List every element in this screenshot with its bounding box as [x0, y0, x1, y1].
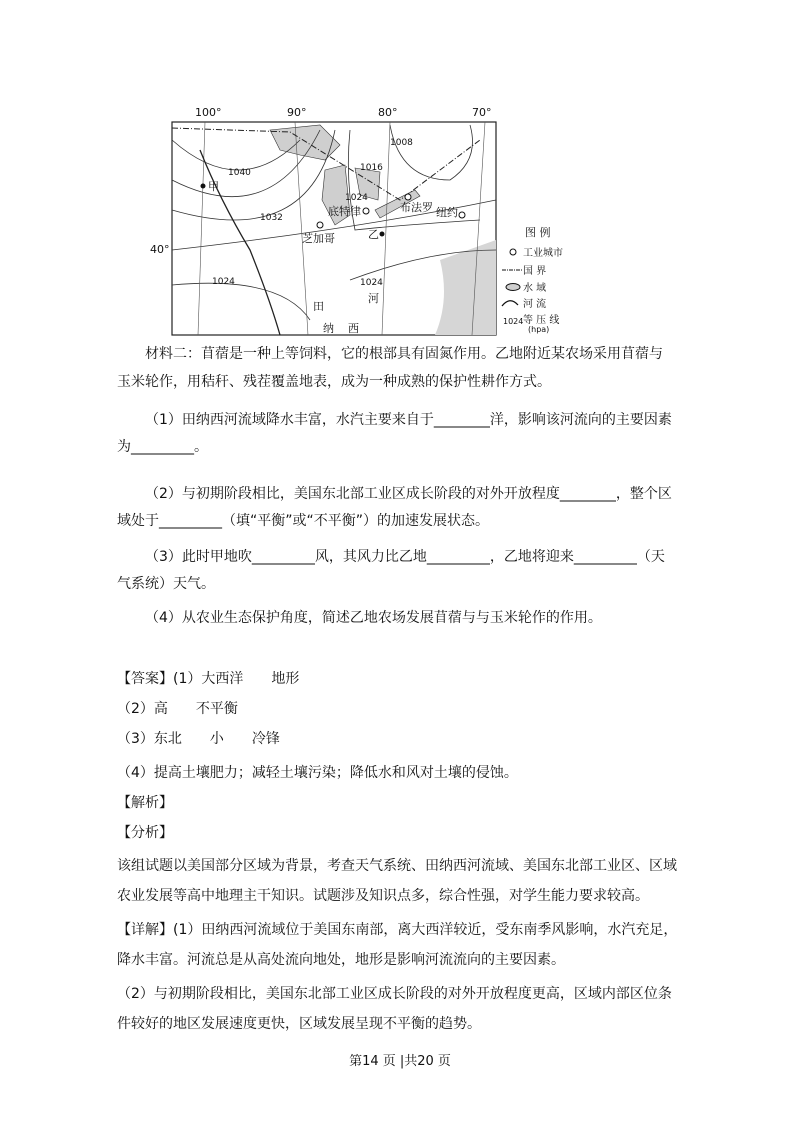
- question-3-cont: 气系统）天气。: [117, 576, 215, 592]
- answer-line: （4）提高土壤肥力；减轻土壤污染；降低水和风对土壤的侵蚀。: [117, 765, 518, 781]
- page-footer: 第14 页 |共20 页: [349, 1054, 451, 1069]
- svg-text:河 流: 河 流: [523, 299, 547, 310]
- svg-text:工业城市: 工业城市: [523, 248, 563, 259]
- svg-text:河: 河: [368, 292, 379, 305]
- detail-line: 降水丰富。河流总是从高处流向地处，地形是影响河流流向的主要因素。: [117, 952, 565, 968]
- detail-line: （2）与初期阶段相比，美国东北部工业区成长阶段的对外开放程度更高，区域内部区位条: [117, 986, 672, 1002]
- svg-text:1024: 1024: [360, 278, 383, 288]
- svg-text:等 压 线: 等 压 线: [523, 315, 560, 326]
- svg-text:1024: 1024: [212, 277, 235, 287]
- analysis-label: 【解析】: [117, 795, 173, 811]
- material-line: 玉米轮作，用秸秆、残茬覆盖地表，成为一种成熟的保护性耕作方式。: [117, 374, 551, 390]
- svg-text:1016: 1016: [360, 163, 383, 173]
- weather-map: [150, 100, 570, 350]
- svg-text:纽约: 纽约: [436, 206, 458, 219]
- svg-text:西: 西: [348, 322, 359, 335]
- question-1: （1）田纳西河流域降水丰富，水汽主要来自于________洋，影响该河流向的主要因素: [145, 412, 672, 428]
- svg-text:1032: 1032: [260, 213, 283, 223]
- answer-line: （2）高 不平衡: [117, 701, 238, 717]
- question-2: （2）与初期阶段相比，美国东北部工业区成长阶段的对外开放程度________，整个区: [145, 486, 672, 502]
- svg-text:40°: 40°: [150, 243, 170, 256]
- svg-text:图 例: 图 例: [525, 226, 551, 239]
- svg-text:布法罗: 布法罗: [400, 201, 433, 214]
- svg-text:(hpa): (hpa): [528, 325, 550, 334]
- fenxi-line: 该组试题以美国部分区域为背景，考查天气系统、田纳西河流域、美国东北部工业区、区域: [117, 858, 677, 874]
- svg-text:芝加哥: 芝加哥: [302, 232, 335, 245]
- question-1-cont: 为_________。: [117, 439, 208, 455]
- question-2-cont: 域处于_________（填“平衡”或“不平衡”）的加速发展状态。: [117, 513, 490, 529]
- answer-label: 【答案】: [117, 671, 173, 687]
- fenxi-line: 农业发展等高中地理主干知识。试题涉及知识点多，综合性强，对学生能力要求较高。: [117, 888, 649, 904]
- detail-line: 件较好的地区发展速度更快，区域发展呈现不平衡的趋势。: [117, 1016, 481, 1032]
- answer-line: 【答案】(1）大西洋 地形: [117, 671, 300, 687]
- svg-text:水 域: 水 域: [523, 283, 547, 294]
- svg-text:乙: 乙: [368, 228, 379, 241]
- answer-line: （3）东北 小 冷锋: [117, 731, 280, 747]
- svg-text:80°: 80°: [378, 106, 398, 119]
- svg-text:1008: 1008: [390, 138, 413, 148]
- svg-text:1024: 1024: [503, 317, 524, 326]
- detail-label: 【详解】: [117, 922, 173, 938]
- svg-text:甲: 甲: [208, 180, 219, 193]
- svg-text:100°: 100°: [195, 106, 222, 119]
- material-line: 材料二：苜蓿是一种上等饲料，它的根部具有固氮作用。乙地附近某农场采用苜蓿与: [145, 346, 663, 362]
- svg-text:90°: 90°: [287, 106, 307, 119]
- svg-text:底特律: 底特律: [328, 205, 361, 218]
- svg-text:1040: 1040: [228, 168, 251, 178]
- svg-text:1024: 1024: [345, 193, 368, 203]
- fenxi-label: 【分析】: [117, 825, 173, 841]
- detail-line: 【详解】(1）田纳西河流域位于美国东南部，离大西洋较近，受东南季风影响，水汽充足，: [117, 922, 678, 938]
- svg-text:70°: 70°: [472, 106, 492, 119]
- question-4: （4）从农业生态保护角度，简述乙地农场发展苜蓿与与玉米轮作的作用。: [145, 610, 602, 626]
- svg-text:田: 田: [313, 300, 324, 313]
- svg-text:国 界: 国 界: [523, 266, 547, 277]
- question-3: （3）此时甲地吹_________风，其风力比乙地_________，乙地将迎来_________（天: [145, 549, 665, 565]
- svg-text:纳: 纳: [323, 322, 334, 335]
